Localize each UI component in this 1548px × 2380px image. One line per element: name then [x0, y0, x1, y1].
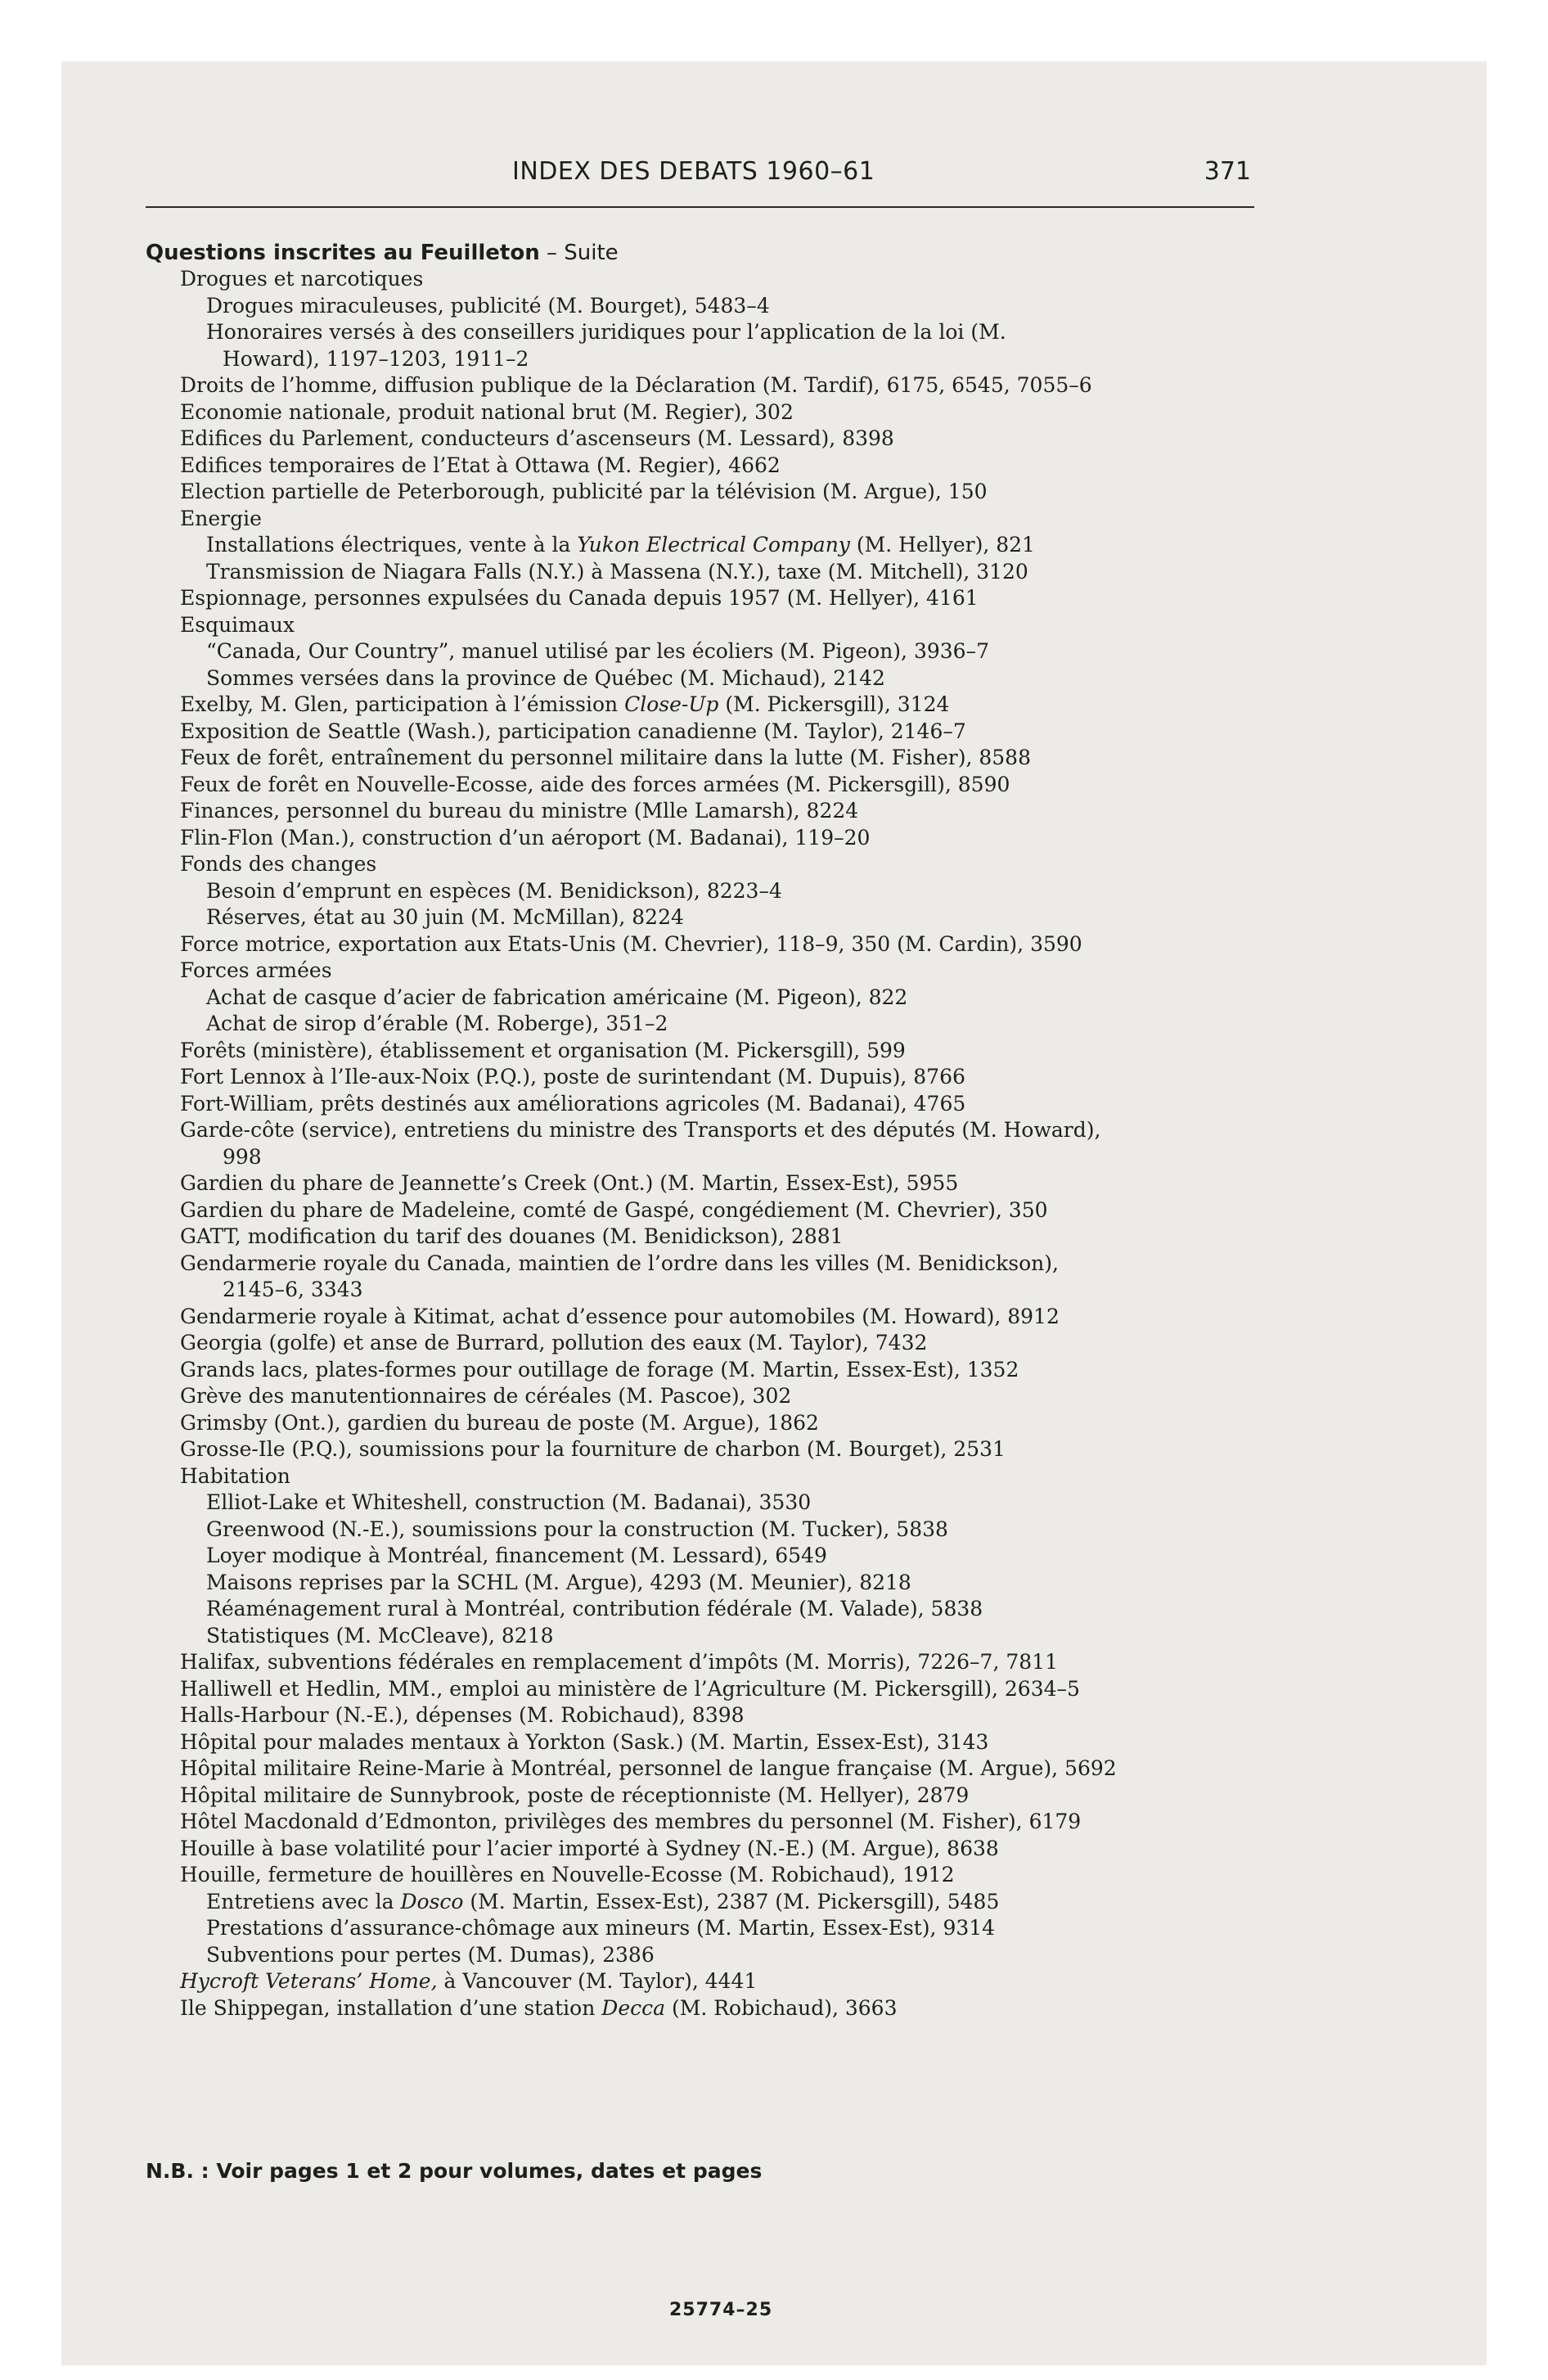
entry-text: (M. Martin, Essex-Est), 2387 (M. Pickersgill), 5485 — [463, 1889, 1000, 1913]
index-subentry — [180, 532, 1285, 559]
index-entry: Droits de l’homme, diffusion publique de la Déclaration (M. Tardif), 6175, 6545, 7055–6 — [180, 373, 1092, 397]
index-subentry — [180, 1889, 1285, 1916]
index-subentry: 2145–6, 3343 — [223, 1278, 363, 1301]
entry-text: Entretiens avec la — [206, 1889, 401, 1913]
index-entry: Election partielle de Peterborough, publicité par la télévision (M. Argue), 150 — [180, 480, 988, 503]
index-subentry: Prestations d’assurance-chômage aux mineurs (M. Martin, Essex-Est), 9314 — [206, 1916, 996, 1940]
entry-italic-title: Yukon Electrical Company — [577, 533, 850, 557]
index-entry: Espionnage, personnes expulsées du Canada depuis 1957 (M. Hellyer), 4161 — [180, 586, 979, 610]
index-entry: Grands lacs, plates-formes pour outillage de forage (M. Martin, Essex-Est), 1352 — [180, 1357, 1019, 1382]
index-subentry: 998 — [223, 1144, 262, 1169]
index-subentry: Maisons reprises par la SCHL (M. Argue), 4293 (M. Meunier), 8218 — [206, 1570, 911, 1594]
index-entry: Halliwell et Hedlin, MM., emploi au ministère de l’Agriculture (M. Pickersgill), 2634–5 — [180, 1676, 1080, 1701]
print-code: 25774–25 — [669, 2300, 773, 2320]
index-entry: Grimsby (Ont.), gardien du bureau de poste (M. Argue), 1862 — [180, 1410, 819, 1435]
entry-text: à Vancouver (M. Taylor), 4441 — [437, 1969, 758, 1993]
index-entry: Fonds des changes — [180, 852, 377, 876]
index-entry: Halifax, subventions fédérales en remplacement d’impôts (M. Morris), 7226–7, 7811 — [180, 1650, 1058, 1674]
index-entry: Fort-William, prêts destinés aux améliorations agricoles (M. Badanai), 4765 — [180, 1091, 966, 1116]
index-entry: Hôpital pour malades mentaux à Yorkton (Sask.) (M. Martin, Essex-Est), 3143 — [180, 1729, 989, 1754]
index-subentry: Achat de casque d’acier de fabrication américaine (M. Pigeon), 822 — [206, 985, 908, 1009]
index-subentry: Besoin d’emprunt en espèces (M. Benidickson), 8223–4 — [206, 878, 782, 903]
index-entry: Feux de forêt, entraînement du personnel militaire dans la lutte (M. Fisher), 8588 — [180, 746, 1031, 769]
section-suffix: – Suite — [539, 241, 619, 265]
index-entry: Exposition de Seattle (Wash.), participation canadienne (M. Taylor), 2146–7 — [180, 719, 966, 743]
page-header — [146, 154, 1254, 208]
index-entry: Hôpital militaire Reine-Marie à Montréal, personnel de langue française (M. Argue), 5692 — [180, 1756, 1117, 1780]
index-subentry: Réaménagement rural à Montréal, contribution fédérale (M. Valade), 5838 — [206, 1597, 983, 1620]
index-entry: Gendarmerie royale du Canada, maintien de l’ordre dans les villes (M. Benidickson), — [180, 1251, 1059, 1275]
index-entry: Halls-Harbour (N.-E.), dépenses (M. Robichaud), 8398 — [180, 1703, 745, 1727]
index-entry: Esquimaux — [180, 612, 295, 637]
index-subentry: Subventions pour pertes (M. Dumas), 2386 — [206, 1942, 655, 1967]
entry-text: (M. Robichaud), 3663 — [665, 1995, 898, 2020]
page-number: 371 — [1204, 157, 1251, 186]
index-entry: Grève des manutentionnaires de céréales (M. Pascoe), 302 — [180, 1384, 792, 1408]
index-entry: Houille, fermeture de houillères en Nouvelle-Ecosse (M. Robichaud), 1912 — [180, 1863, 955, 1886]
index-subentry: Transmission de Niagara Falls (N.Y.) à Massena (N.Y.), taxe (M. Mitchell), 3120 — [206, 559, 1028, 584]
index-entry: Habitation — [180, 1463, 290, 1488]
index-entry: Garde-côte (service), entretiens du ministre des Transports et des députés (M. Howard), — [180, 1118, 1101, 1142]
index-entry: Edifices du Parlement, conducteurs d’ascenseurs (M. Lessard), 8398 — [180, 426, 894, 450]
entry-italic-title: Dosco — [400, 1889, 464, 1913]
entry-text: (M. Pickersgill), 3124 — [718, 692, 950, 716]
index-subentry: Drogues miraculeuses, publicité (M. Bourget), 5483–4 — [206, 293, 770, 318]
entry-text: Installations électriques, vente à la — [206, 533, 578, 557]
entry-text: Ile Shippegan, installation d’une station — [180, 1995, 602, 2020]
index-subentry: Réserves, état au 30 juin (M. McMillan), 8224 — [206, 905, 684, 929]
section-heading — [146, 241, 619, 265]
index-entry: GATT, modification du tarif des douanes (M. Benidickson), 2881 — [180, 1224, 844, 1248]
index-entry — [180, 1995, 1285, 2022]
index-subentry: Howard), 1197–1203, 1911–2 — [223, 346, 529, 371]
index-entry: Drogues et narcotiques — [180, 267, 424, 291]
footnote: N.B. : Voir pages 1 et 2 pour volumes, dates et pages — [146, 2159, 763, 2183]
index-entry — [180, 692, 1285, 719]
entry-text: (M. Hellyer), 821 — [849, 533, 1035, 557]
index-entries — [180, 266, 1285, 2022]
entry-italic-title: Hycroft Veterans’ Home, — [180, 1969, 438, 1993]
index-entry: Georgia (golfe) et anse de Burrard, pollution des eaux (M. Taylor), 7432 — [180, 1331, 928, 1355]
index-entry: Force motrice, exportation aux Etats-Unis (M. Chevrier), 118–9, 350 (M. Cardin), 3590 — [180, 931, 1082, 956]
index-entry: Grosse-Ile (P.Q.), soumissions pour la fourniture de charbon (M. Bourget), 2531 — [180, 1437, 1006, 1461]
entry-italic-title: Decca — [601, 1995, 666, 2020]
index-entry: Hôpital militaire de Sunnybrook, poste de réceptionniste (M. Hellyer), 2879 — [180, 1783, 970, 1807]
index-entry: Feux de forêt en Nouvelle-Ecosse, aide des forces armées (M. Pickersgill), 8590 — [180, 772, 1010, 796]
index-entry: Edifices temporaires de l’Etat à Ottawa (M. Regier), 4662 — [180, 453, 781, 477]
index-entry: Fort Lennox à l’Ile-aux-Noix (P.Q.), poste de surintendant (M. Dupuis), 8766 — [180, 1065, 965, 1089]
entry-italic-title: Close-Up — [624, 692, 719, 716]
index-subentry: Achat de sirop d’érable (M. Roberge), 351–2 — [206, 1012, 668, 1035]
index-subentry: Statistiques (M. McCleave), 8218 — [206, 1623, 554, 1648]
index-subentry: Greenwood (N.-E.), soumissions pour la construction (M. Tucker), 5838 — [206, 1517, 948, 1541]
entry-text: Exelby, M. Glen, participation à l’émission — [180, 692, 625, 716]
index-subentry: Elliot-Lake et Whiteshell, construction (M. Badanai), 3530 — [206, 1490, 812, 1514]
index-subentry: Loyer modique à Montréal, financement (M. Lessard), 6549 — [206, 1544, 827, 1567]
index-entry: Gendarmerie royale à Kitimat, achat d’essence pour automobiles (M. Howard), 8912 — [180, 1304, 1060, 1328]
index-entry: Energie — [180, 506, 262, 530]
index-entry: Forces armées — [180, 958, 332, 982]
index-entry: Gardien du phare de Madeleine, comté de Gaspé, congédiement (M. Chevrier), 350 — [180, 1197, 1048, 1222]
index-subentry: Honoraires versés à des conseillers juridiques pour l’application de la loi (M. — [206, 320, 1006, 344]
index-subentry: Sommes versées dans la province de Québec (M. Michaud), 2142 — [206, 665, 885, 690]
index-entry: Forêts (ministère), établissement et organisation (M. Pickersgill), 599 — [180, 1038, 906, 1062]
index-entry: Hôtel Macdonald d’Edmonton, privilèges des membres du personnel (M. Fisher), 6179 — [180, 1810, 1082, 1833]
index-subentry: “Canada, Our Country”, manuel utilisé par les écoliers (M. Pigeon), 3936–7 — [206, 639, 989, 663]
index-entry: Economie nationale, produit national brut (M. Regier), 302 — [180, 399, 794, 424]
index-entry: Gardien du phare de Jeannette’s Creek (Ont.) (M. Martin, Essex-Est), 5955 — [180, 1171, 959, 1195]
index-entry: Flin-Flon (Man.), construction d’un aéroport (M. Badanai), 119–20 — [180, 825, 871, 850]
index-entry — [180, 1968, 1285, 1995]
running-title: INDEX DES DEBATS 1960–61 — [512, 157, 875, 186]
index-entry: Houille à base volatilité pour l’acier importé à Sydney (N.-E.) (M. Argue), 8638 — [180, 1836, 999, 1860]
section-title: Questions inscrites au Feuilleton — [146, 241, 540, 265]
index-entry: Finances, personnel du bureau du ministre (Mlle Lamarsh), 8224 — [180, 799, 859, 823]
